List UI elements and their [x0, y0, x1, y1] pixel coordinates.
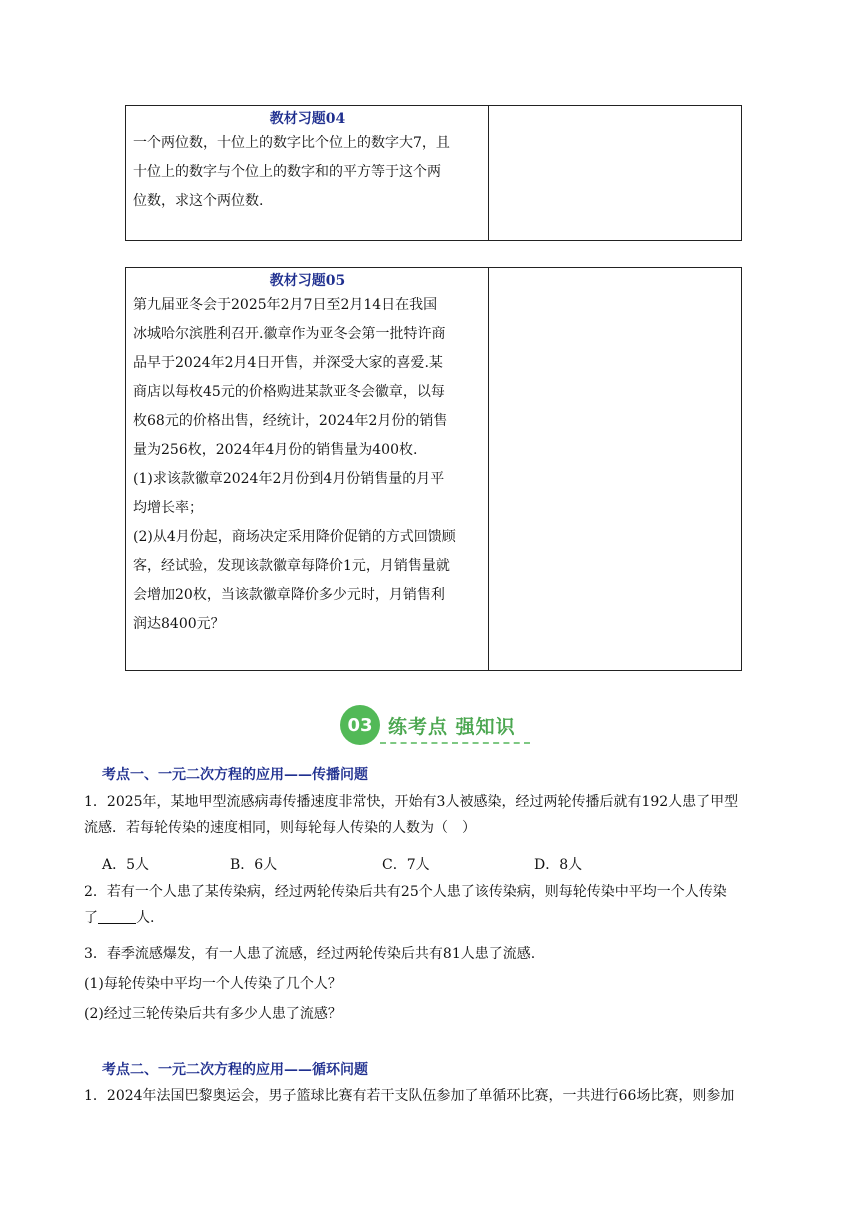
question-text: 了: [84, 910, 98, 926]
text-line: 均增长率；: [133, 500, 203, 516]
section-heading-1: 考点一、一元二次方程的应用——传播问题: [102, 767, 368, 783]
text-line: 十位上的数字与个位上的数字和的平方等于这个两: [133, 164, 441, 180]
option-b[interactable]: B．6人: [230, 857, 278, 873]
answer-area-05: [489, 268, 741, 670]
question-1-1: [84, 792, 794, 838]
sub-question-1: (1)每轮传染中平均一个人传染了几个人？: [84, 976, 342, 992]
section-banner-title: 练考点 强知识: [388, 716, 516, 738]
text-line: 第九届亚冬会于2025年2月7日至2月14日在我国: [133, 297, 438, 313]
question-line: 2．若有一个人患了某传染病，经过两轮传染后共有25个人患了该传染病，则每轮传染中平均一个人传染: [84, 884, 727, 900]
exercise-box-04: [125, 105, 742, 241]
exercise-box-05: [125, 267, 742, 671]
text-line: 客，经试验，发现该款徽章每降价1元，月销售量就: [133, 558, 450, 574]
banner-dashed-underline: [380, 742, 530, 744]
text-line: (2)从4月份起，商场决定采用降价促销的方式回馈顾: [133, 529, 456, 545]
exercise-title-04: 教材习题04: [269, 111, 346, 127]
question-line: [84, 908, 794, 928]
text-line: 冰城哈尔滨胜利召开.徽章作为亚冬会第一批特许商: [133, 326, 446, 342]
exercise-title-05: 教材习题05: [269, 273, 346, 289]
text-line: 量为256枚，2024年4月份的销售量为400枚.: [133, 442, 418, 458]
option-d[interactable]: D．8人: [534, 857, 583, 873]
question-2-1: [84, 1086, 794, 1106]
text-line: (1)求该款徽章2024年2月份到4月份销售量的月平: [133, 471, 445, 487]
text-line: 会增加20枚，当该款徽章降价多少元时，月销售利: [133, 587, 445, 603]
exercise-text-04: [133, 129, 482, 216]
section-heading-2: 考点二、一元二次方程的应用——循环问题: [102, 1062, 368, 1078]
exercise-box-05-content: [126, 268, 489, 670]
text-line: 枚68元的价格出售，经统计，2024年2月份的销售: [133, 413, 448, 429]
text-line: 润达8400元？: [133, 616, 225, 632]
question-text: 人.: [136, 910, 155, 926]
option-a[interactable]: A．5人: [102, 857, 150, 873]
text-line: 品早于2024年2月4日开售，并深受大家的喜爱.某: [133, 355, 443, 371]
text-line: 一个两位数，十位上的数字比个位上的数字大7，且: [133, 135, 450, 151]
section-banner: [340, 705, 540, 747]
question-1-3: [84, 944, 794, 1024]
question-line: 流感．若每轮传染的速度相同，则每轮每人传染的人数为（ ）: [84, 820, 476, 836]
question-line: 1．2024年法国巴黎奥运会，男子篮球比赛有若干支队伍参加了单循环比赛，一共进行66场比赛，则参加: [84, 1088, 735, 1104]
exercise-box-04-content: [126, 106, 489, 240]
question-1-2: [84, 882, 794, 928]
section-number-badge: 03: [340, 705, 380, 745]
sub-question-2: (2)经过三轮传染后共有多少人患了流感？: [84, 1006, 342, 1022]
option-c[interactable]: C．7人: [382, 857, 430, 873]
exercise-text-05: [133, 291, 482, 639]
question-line: 3．春季流感爆发，有一人患了流感，经过两轮传染后共有81人患了流感.: [84, 946, 536, 962]
question-line: 1．2025年，某地甲型流感病毒传播速度非常快，开始有3人被感染，经过两轮传播后就有192人患了甲型: [84, 794, 739, 810]
fill-in-blank[interactable]: [98, 909, 136, 924]
answer-area-04: [489, 106, 741, 240]
text-line: 商店以每枚45元的价格购进某款亚冬会徽章，以每: [133, 384, 445, 400]
text-line: 位数，求这个两位数.: [133, 193, 264, 209]
